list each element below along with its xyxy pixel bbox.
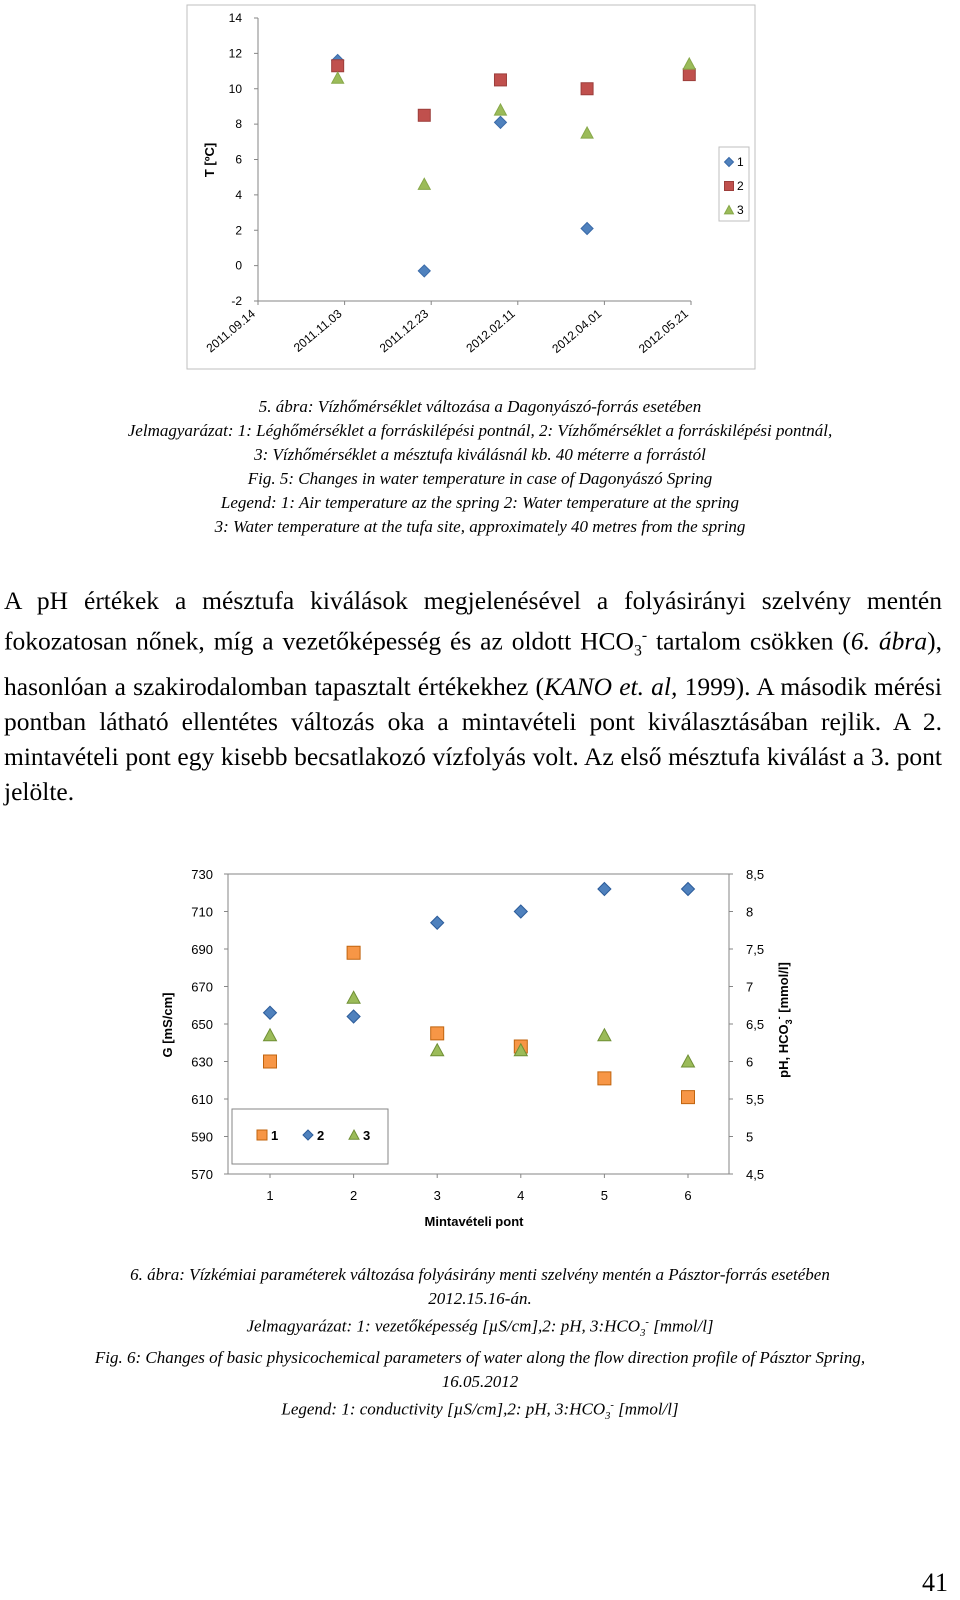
caption-line: Jelmagyarázat: 1: vezetőképesség [µS/cm],2: pH, $3:HCO_3^-$ [mmol/l]	[246, 1316, 714, 1340]
y-tick-label: 6	[235, 152, 242, 167]
legend-marker	[725, 182, 734, 191]
x-tick-label: 2011.11.03	[290, 306, 345, 355]
superscript: -	[641, 627, 648, 644]
x-tick-label: 2011.12.23	[376, 306, 432, 356]
text-span: A pH értékek a mésztufa kiválások megjelenésével a folyásirányi szelvény mentén fokozatosan nőnek, míg a vezetőképesség és az oldott HCO	[4, 586, 942, 656]
left-y-tick-label: 590	[191, 1129, 213, 1145]
legend-marker	[257, 1130, 267, 1140]
text-span: 1999). A második mérési pontban látható ellentétes változás oka a mintavételi pont kiválasztásában rejlik. A 2. mintavételi pont egy kisebb becsatlakozó vízfolyás volt. Az első mésztufa kiválást a 3. pont jelölte.	[4, 671, 942, 806]
caption-line: Legend: 1: conductivity [µS/cm],2: pH, $3:HCO_3^-$ [mmol/l]	[281, 1399, 679, 1423]
figure-5-chart	[0, 0, 960, 380]
caption-line: 6. ábra: Vízkémiai paraméterek változása folyásirány menti szelvény mentén a Pásztor-forrás esetében	[130, 1265, 830, 1284]
y-tick-label: -2	[231, 294, 242, 308]
caption-line: Legend: 1: Air temperature az the spring 2: Water temperature at the spring	[220, 493, 740, 512]
left-y-tick-label: 670	[191, 979, 213, 995]
data-point-series-1	[682, 1091, 695, 1104]
data-point-series-1	[431, 1027, 444, 1040]
y-tick-label: 4	[235, 187, 242, 202]
y-tick-label: 0	[235, 258, 242, 273]
data-point-series-2	[683, 69, 695, 81]
figure-reference: 6. ábra	[850, 626, 928, 656]
caption-line: 5. ábra: Vízhőmérséklet változása a Dagonyászó-forrás esetében	[258, 397, 702, 416]
left-y-tick-label: 730	[191, 867, 213, 882]
right-y-tick-label: 4,5	[746, 1167, 765, 1182]
x-tick-label: 6	[684, 1188, 692, 1203]
right-y-tick-label: 7	[746, 979, 754, 995]
right-y-tick-label: 8,5	[746, 867, 765, 882]
x-axis-label: Mintavételi pont	[424, 1214, 524, 1229]
x-tick-label: 2012.02.11	[463, 306, 518, 356]
caption-line: Fig. 5: Changes in water temperature in case of Dagonyászó Spring	[247, 469, 713, 488]
x-tick-label: 2	[349, 1188, 358, 1203]
legend-label: 1	[271, 1128, 279, 1143]
right-y-axis-label: pH, $HCO_3^-$ [mmol/l]	[774, 962, 794, 1078]
caption-line: 3: Water temperature at the tufa site, approximately 40 metres from the spring	[214, 517, 746, 536]
figure-6-chart	[0, 855, 960, 1235]
y-axis-label: T [ºC]	[202, 142, 217, 178]
citation: KANO et. al,	[544, 671, 678, 701]
x-tick-label: 3	[433, 1188, 441, 1203]
left-y-tick-label: 650	[191, 1017, 213, 1032]
right-y-tick-label: 8	[746, 904, 754, 920]
data-point-series-2	[581, 83, 593, 95]
data-point-series-2	[494, 74, 506, 86]
page-number: 41	[922, 1568, 948, 1597]
right-y-tick-label: 7,5	[746, 942, 765, 957]
caption-line: 2012.15.16-án.	[428, 1289, 532, 1308]
x-tick-label: 2012.05.21	[635, 306, 691, 356]
y-tick-label: 10	[228, 81, 242, 96]
figure-5-caption	[0, 395, 960, 539]
right-y-tick-label: 6,5	[746, 1017, 765, 1032]
right-y-tick-label: 5	[746, 1129, 754, 1145]
data-point-series-1	[598, 1072, 611, 1085]
text-span: ), hasonlóan a szakirodalomban tapasztalt értékekhez (	[4, 626, 942, 701]
legend-label: 2	[317, 1128, 325, 1143]
caption-line: 3: Vízhőmérséklet a mésztufa kiválásnál kb. 40 méterre a forrástól	[254, 445, 706, 464]
data-point-series-1	[264, 1055, 277, 1068]
caption-line: 16.05.2012	[441, 1372, 519, 1392]
y-tick-label: 12	[228, 46, 242, 61]
right-y-tick-label: 6	[746, 1054, 754, 1070]
caption-line: Jelmagyarázat: 1: Léghőmérséklet a forráskilépési pontnál, 2: Vízhőmérséklet a forráskilépési pontnál,	[127, 421, 833, 440]
left-y-tick-label: 610	[191, 1092, 213, 1107]
body-paragraph	[4, 583, 942, 809]
y-tick-label: 14	[228, 11, 242, 25]
left-y-tick-label: 710	[191, 904, 213, 920]
left-y-tick-label: 690	[191, 942, 213, 957]
legend-label: 3	[363, 1128, 371, 1143]
x-tick-label: 5	[600, 1188, 609, 1203]
right-y-tick-label: 5,5	[746, 1092, 765, 1107]
left-y-tick-label: 570	[191, 1167, 213, 1182]
data-point-series-2	[332, 60, 344, 72]
data-point-series-1	[347, 946, 360, 959]
left-y-axis-label: G [mS/cm]	[160, 992, 175, 1058]
subscript: 3	[633, 642, 642, 660]
legend-label: 2	[737, 179, 744, 193]
chart-frame	[187, 5, 755, 369]
figure-6-caption	[0, 1263, 960, 1429]
data-point-series-2	[418, 109, 430, 121]
legend-label: 3	[737, 203, 744, 217]
caption-line: Fig. 6: Changes of basic physicochemical parameters of water along the flow direction profile of Pásztor Spring,	[94, 1348, 866, 1368]
left-y-tick-label: 630	[191, 1054, 213, 1070]
y-tick-label: 2	[235, 223, 242, 238]
y-tick-label: 8	[235, 117, 242, 132]
legend-label: 1	[737, 155, 744, 169]
text-span: tartalom csökken (	[647, 626, 851, 656]
x-tick-label: 1	[266, 1188, 274, 1203]
x-tick-label: 2012.04.01	[549, 306, 605, 356]
x-tick-label: 2011.09.14	[203, 306, 258, 356]
x-tick-label: 4	[517, 1188, 525, 1203]
